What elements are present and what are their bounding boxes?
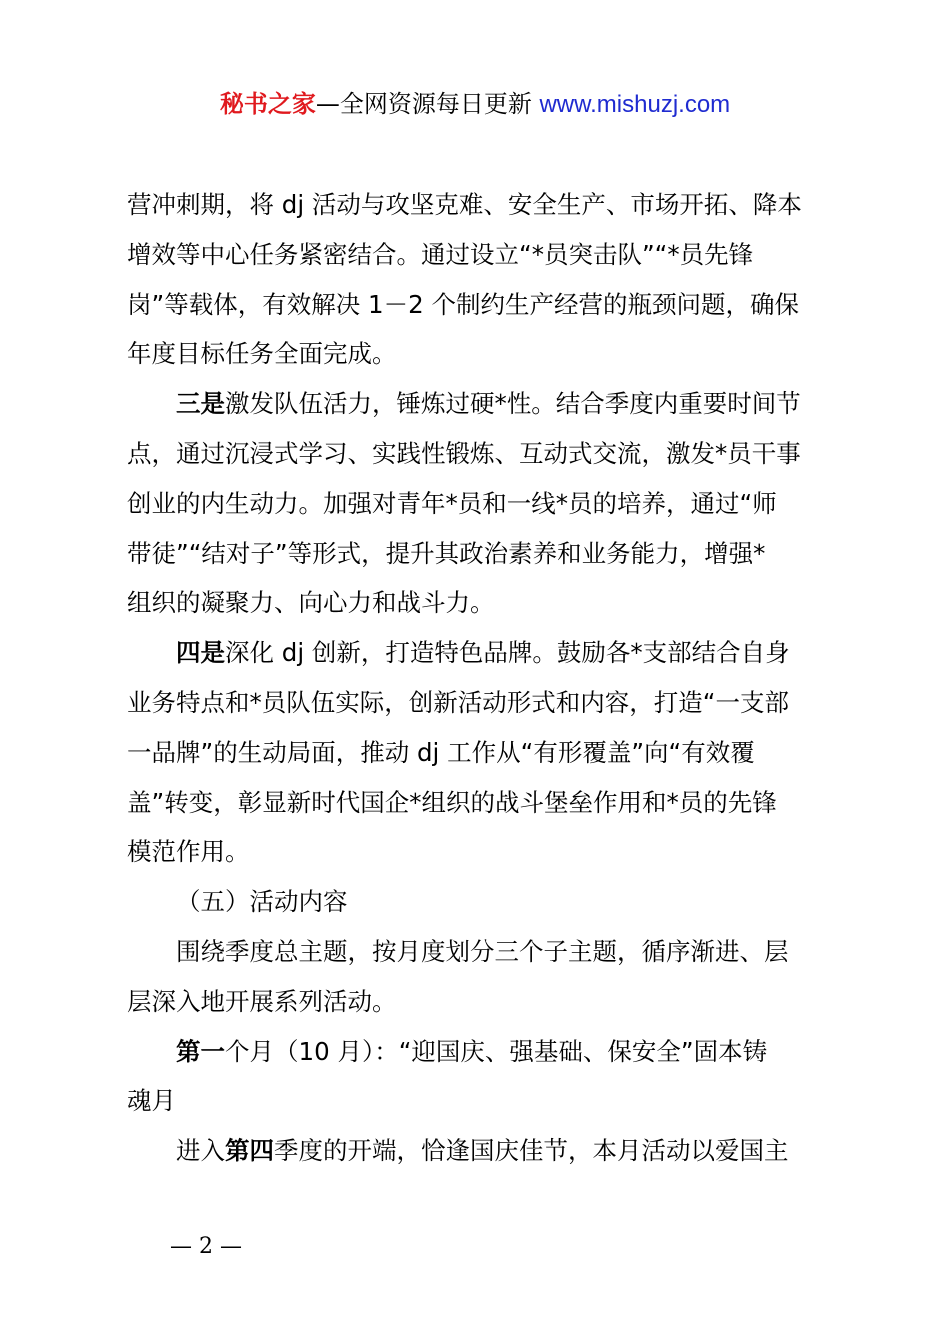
- text-line: [127, 379, 837, 429]
- text-line: [127, 429, 837, 479]
- bold-text-segment: 第四: [225, 1136, 274, 1166]
- text-line: [127, 230, 837, 280]
- text-line: [127, 977, 837, 1027]
- page-number: — 2 —: [170, 1234, 242, 1259]
- text-segment: 深化 dj 创新，打造特色品牌。鼓励各*支部结合自身: [225, 638, 790, 668]
- text-segment: 增效等中心任务紧密结合。通过设立“*员突击队”“*员先锋: [127, 239, 754, 269]
- text-line: [127, 628, 837, 678]
- text-line: [127, 678, 837, 728]
- text-segment: 进入: [176, 1136, 225, 1166]
- bold-text-segment: 第一: [176, 1036, 225, 1066]
- text-segment: 营冲刺期，将 dj 活动与攻坚克难、安全生产、市场开拓、降本: [127, 190, 802, 219]
- text-segment: 季度的开端，恰逢国庆佳节，本月活动以爱国主: [274, 1136, 789, 1166]
- document-body: [127, 180, 837, 1176]
- text-segment: 魂月: [127, 1086, 176, 1116]
- text-line: [127, 778, 837, 828]
- site-url-link[interactable]: www.mishuzj.com: [539, 91, 731, 118]
- text-segment: 组织的凝聚力、向心力和战斗力。: [127, 588, 495, 618]
- text-line: [127, 1126, 837, 1176]
- site-slogan: —全网资源每日更新: [315, 90, 532, 118]
- text-segment: 岗”等载体，有效解决 1－2 个制约生产经营的瓶颈问题，确保: [127, 289, 799, 319]
- site-brand: 秘书之家: [219, 90, 316, 118]
- text-segment: 围绕季度总主题，按月度划分三个子主题，循序渐进、层: [176, 936, 789, 966]
- text-segment: 带徒”“结对子”等形式，提升其政治素养和业务能力，增强*: [127, 538, 766, 568]
- text-segment: 年度目标任务全面完成。: [127, 339, 397, 369]
- text-line: [127, 1027, 837, 1077]
- text-line: [127, 479, 837, 529]
- text-line: [127, 1076, 837, 1126]
- site-header: [0, 86, 950, 123]
- text-segment: 业务特点和*员队伍实际，创新活动形式和内容，打造“一支部: [127, 687, 789, 717]
- bold-text-segment: 三是: [176, 389, 225, 419]
- text-line: [127, 728, 837, 778]
- text-segment: 点，通过沉浸式学习、实践性锻炼、互动式交流，激发*员干事: [127, 438, 801, 468]
- text-segment: （五）活动内容: [176, 887, 348, 917]
- text-segment: 一品牌”的生动局面，推动 dj 工作从“有形覆盖”向“有效覆: [127, 737, 755, 767]
- text-line: [127, 578, 837, 628]
- text-line: [127, 329, 837, 379]
- text-segment: 层深入地开展系列活动。: [127, 986, 397, 1016]
- text-line: [127, 529, 837, 579]
- text-line: [127, 877, 837, 927]
- text-line: [127, 827, 837, 877]
- text-line: [127, 927, 837, 977]
- text-segment: 创业的内生动力。加强对青年*员和一线*员的培养，通过“师: [127, 488, 777, 518]
- bold-text-segment: 四是: [176, 638, 225, 668]
- text-segment: 模范作用。: [127, 837, 250, 867]
- text-segment: 盖”转变，彰显新时代国企*组织的战斗堡垒作用和*员的先锋: [127, 787, 777, 817]
- text-segment: 个月（10 月）：“迎国庆、强基础、保安全”固本铸: [225, 1036, 768, 1066]
- text-line: [127, 280, 837, 330]
- text-segment: 激发队伍活力，锤炼过硬*性。结合季度内重要时间节: [225, 389, 801, 419]
- text-line: [127, 180, 837, 230]
